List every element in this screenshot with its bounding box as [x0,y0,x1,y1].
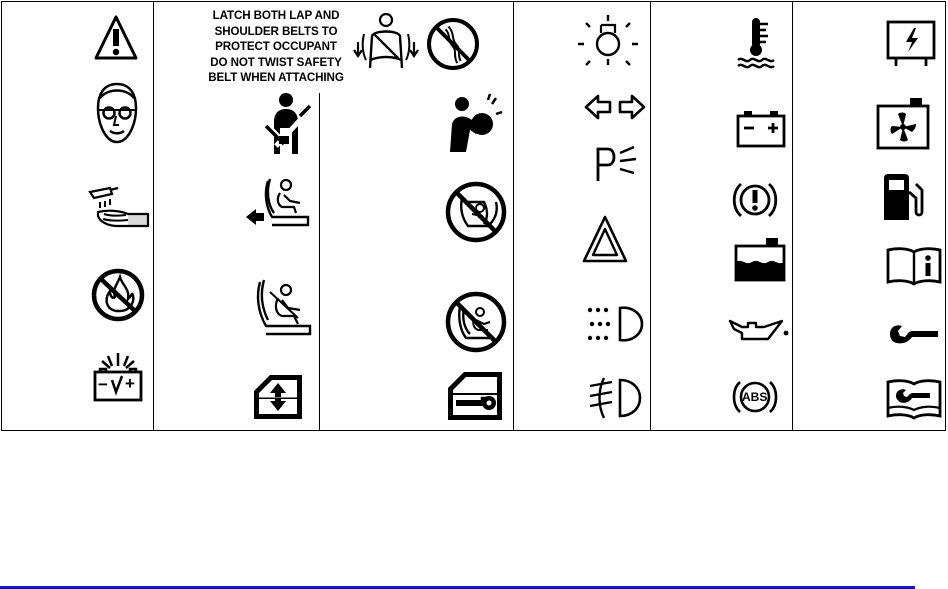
seated-belt-diagram-icon [350,12,422,76]
child-seat-belt-icon [254,278,316,340]
battery-minus-icon: − [98,375,108,394]
seat-belt-icon [254,92,310,158]
owners-manual-book-icon [886,246,942,284]
fuse-box-icon [886,20,936,68]
daytime-running-lamps-icon [584,304,646,344]
acid-hand-icon [88,186,150,230]
master-lighting-icon[interactable] [582,17,634,69]
vehicle-symbols-chart [1,1,946,431]
turn-signals-icon [584,93,646,121]
no-twisted-belt-icon [425,16,481,72]
no-forward-facing-seat-icon [444,290,508,354]
wrench-icon [888,323,940,345]
column-divider [792,2,793,430]
exploding-battery-icon [92,352,144,404]
battery-charging-icon [736,110,786,148]
face-shield-icon [92,80,142,150]
coolant-reservoir-icon [734,236,786,282]
battery-plus-icon: + [125,374,135,393]
caution-triangle-icon [94,14,138,60]
service-manual-book-icon [886,378,942,418]
oil-can-icon [728,315,790,347]
abs-icon-text: ABS [742,390,768,404]
no-flames-icon [90,267,146,323]
door-lock-icon[interactable] [446,370,504,422]
no-rear-facing-seat-icon [444,180,508,244]
fuel-pump-icon [882,172,926,222]
column-divider [153,2,154,430]
abs-icon [732,377,778,417]
column-divider [513,2,514,430]
power-window-icon[interactable] [252,373,304,421]
hazard-triangle-icon[interactable] [582,215,628,263]
move-seat-rearward-icon [246,177,316,233]
air-bag-icon [446,94,502,154]
coolant-temperature-icon [736,16,776,68]
fog-lamps-icon[interactable] [586,376,642,420]
parking-lamps-icon [594,145,638,185]
brake-warning-icon [732,177,778,223]
column-divider [319,93,320,430]
column-divider [650,2,651,430]
latch-belts-label: LATCH BOTH LAP AND SHOULDER BELTS TO PROTECT OCCUPANT DO NOT TWIST SAFETY BELT WHEN ATTACHING [208,9,344,84]
coolant-fan-icon [876,96,930,150]
